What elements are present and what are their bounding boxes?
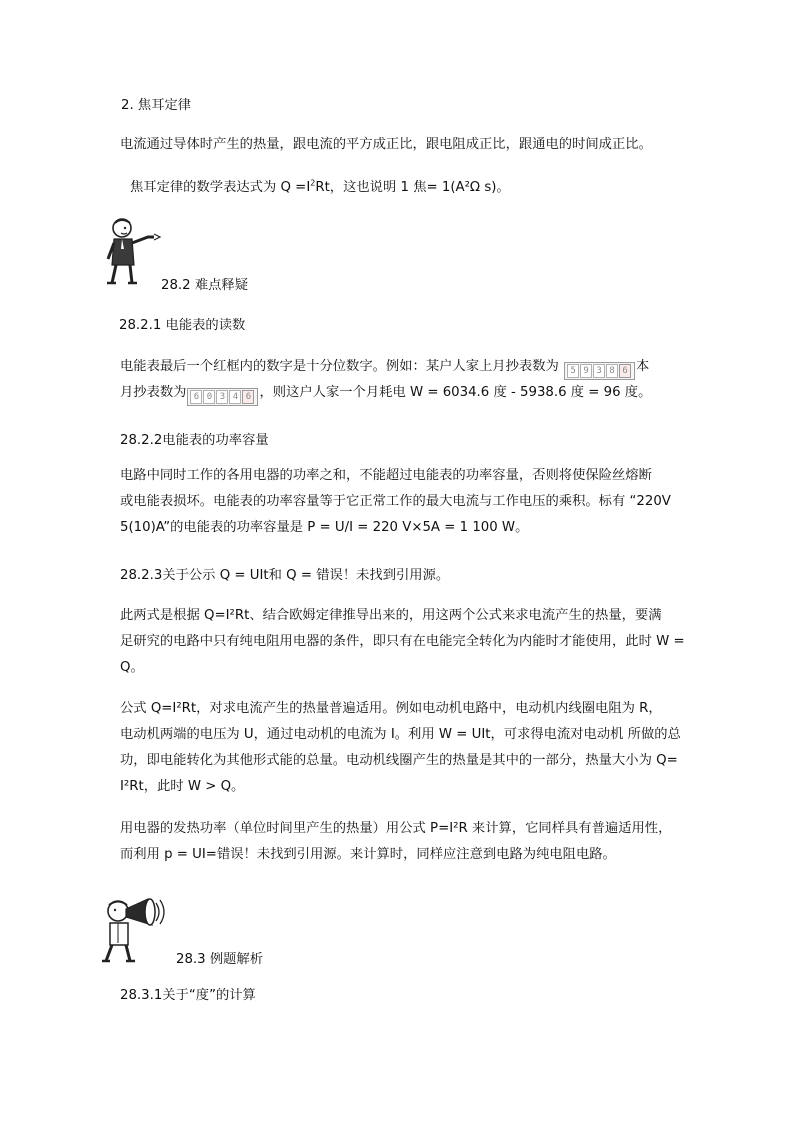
motor-line-1: 公式 Q=I²Rt，对求电流产生的热量普遍适用。例如电动机电路中，电动机内线圈电阻为 R， <box>120 701 662 716</box>
derive-line-3: Q。 <box>120 660 144 675</box>
heating-power-paragraph <box>120 816 680 868</box>
section-28-2-title: 28.2 难点释疑 <box>161 278 249 293</box>
motor-line-3: 功，即电能转化为其他形式能的总量。电动机线圈产生的热量是其中的一部分，热量大小为 Q= <box>120 753 678 768</box>
meter2-digit: 0 <box>203 390 215 404</box>
meter1-digit: 5 <box>567 364 579 378</box>
meter-para-text-3: ，则这户人家一个月耗电 W = 6034.6 度 - 5938.6 度 = 96 度。 <box>259 385 652 400</box>
section-28-2-1-title: 28.2.1 电能表的读数 <box>119 318 246 333</box>
formula-text-post: Rt，这也说明 1 焦= 1(A²Ω s)。 <box>315 180 510 195</box>
formula-text-pre: 焦耳定律的数学表达式为 Q =I <box>130 180 311 195</box>
capacity-line-3: 5(10)A”的电能表的功率容量是 P = U/I = 220 V×5A = 1 100 W。 <box>120 520 529 535</box>
formula-superscript: 2 <box>310 178 316 188</box>
derive-line-2: 足研究的电路中只有纯电阻用电器的条件，即只有在电能完全转化为内能时才能使用，此时 W = <box>120 634 685 649</box>
pointing-man-clipart <box>104 215 162 287</box>
meter1-digit: 8 <box>606 364 618 378</box>
power-line-2: 而利用 p = UI=错误！未找到引用源。来计算时，同样应注意到电路为纯电阻电路。 <box>120 847 616 862</box>
motor-line-4: I²Rt，此时 W > Q。 <box>120 779 245 794</box>
motor-example-paragraph <box>120 696 680 800</box>
this-month-meter-image <box>187 388 258 406</box>
joule-law-description: 电流通过导体时产生的热量，跟电流的平方成正比，跟电阻成正比，跟通电的时间成正比。 <box>120 137 652 152</box>
meter2-digit: 6 <box>190 390 202 404</box>
megaphone-man-clipart <box>100 895 174 965</box>
power-line-1: 用电器的发热功率（单位时间里产生的热量）用公式 P=I²R 来计算，它同样具有普遍适用性， <box>120 821 672 836</box>
meter-para-tail: 本 <box>636 359 650 374</box>
derivation-paragraph <box>120 603 685 681</box>
derive-line-1: 此两式是根据 Q=I²Rt、结合欧姆定律推导出来的，用这两个公式来求电流产生的热量，要满 <box>120 608 662 623</box>
motor-line-2: 电动机两端的电压为 U，通过电动机的电流为 I。利用 W = UIt，可求得电流对电动机 所做的总 <box>120 727 681 742</box>
section-28-3-title: 28.3 例题解析 <box>176 952 264 967</box>
meter-reading-paragraph <box>120 354 680 406</box>
last-month-meter-image <box>564 362 635 380</box>
heading-joule-law: 2. 焦耳定律 <box>121 98 192 113</box>
meter-para-text-2: 月抄表数为 <box>120 385 187 400</box>
capacity-line-1: 电路中同时工作的各用电器的功率之和，不能超过电能表的功率容量，否则将使保险丝熔断 <box>120 468 652 483</box>
section-28-3-1-title: 28.3.1关于“度”的计算 <box>120 988 256 1003</box>
section-28-2-2-title: 28.2.2电能表的功率容量 <box>120 433 269 448</box>
meter1-digit-tenths: 6 <box>619 364 631 378</box>
section-28-2-3-title: 28.2.3关于公示 Q = UIt和 Q = 错误！未找到引用源。 <box>120 568 450 583</box>
meter-para-text-1: 电能表最后一个红框内的数字是十分位数字。例如：某户人家上月抄表数为 <box>120 359 559 374</box>
power-capacity-paragraph <box>120 463 680 541</box>
meter2-digit: 3 <box>216 390 228 404</box>
meter2-digit-tenths: 6 <box>242 390 254 404</box>
meter2-digit: 4 <box>229 390 241 404</box>
meter1-digit: 9 <box>580 364 592 378</box>
capacity-line-2: 或电能表损坏。电能表的功率容量等于它正常工作的最大电流与工作电压的乘积。标有 “220V <box>120 494 671 509</box>
joule-law-formula <box>130 178 510 198</box>
meter1-digit: 3 <box>593 364 605 378</box>
